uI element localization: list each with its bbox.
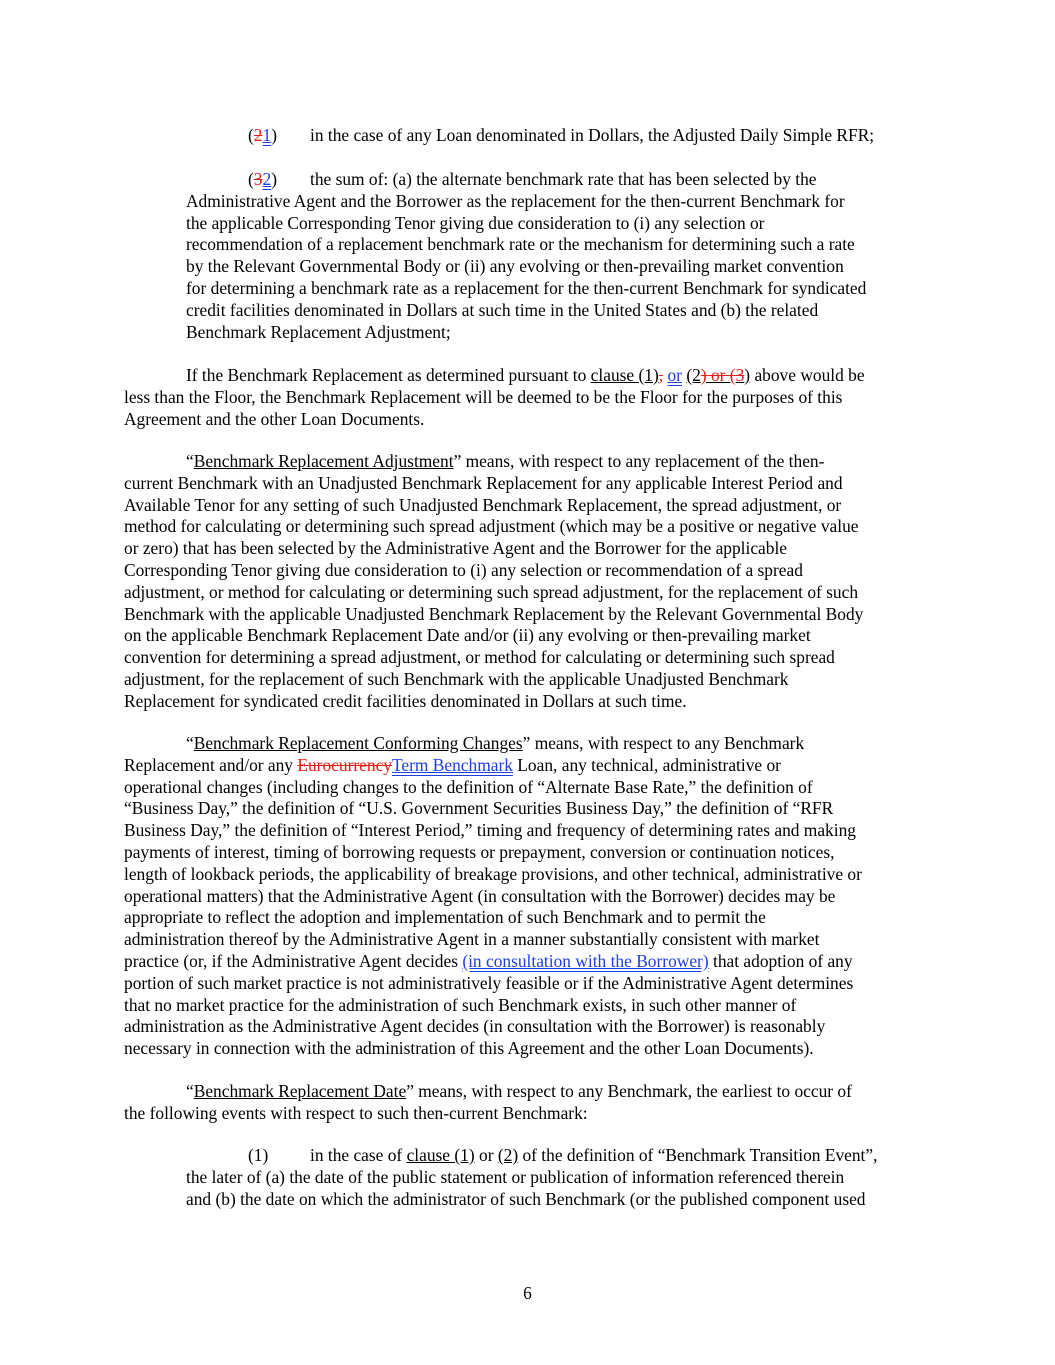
definition-benchmark-replacement-adjustment (124, 451, 863, 713)
text-line: method for calculating or determining such spread adjustment (which may be a positive or negative value (124, 516, 859, 537)
clause-reference: clause (1) (406, 1145, 475, 1165)
deleted-text: 2 (253, 125, 263, 145)
list-item-adjusted-daily-simple-rfr (248, 125, 874, 147)
text-line: the later of (a) the date of the public statement or publication of information referenced therein (186, 1166, 845, 1187)
text-line: portion of such market practice is not administratively feasible or if the Administrative Agent determines (124, 972, 854, 993)
deleted-text: 3 (253, 169, 263, 189)
text-line: (32) the sum of: (a) the alternate benchmark rate that has been selected by the (248, 169, 817, 189)
text-line: Business Day,” the definition of “Interest Period,” timing and frequency of determining rates and making (124, 820, 856, 841)
page-number: 6 (523, 1283, 532, 1303)
deleted-text: Eurocurrency (297, 754, 392, 775)
inserted-text: 1 (262, 125, 272, 145)
text-line: adjustment, or method for calculating or determining such spread adjustment, for the replacement of such (124, 581, 859, 602)
defined-term: Benchmark Replacement Adjustment (193, 451, 454, 471)
text-line: practice (or, if the Administrative Agent decides (in consultation with the Borrower) that adoption of any (124, 950, 853, 971)
list-item-benchmark-transition-event (186, 1145, 877, 1210)
clause-reference: (2) (497, 1145, 519, 1165)
text-line: Administrative Agent and the Borrower as the replacement for the then-current Benchmark for (186, 190, 845, 211)
text-line: If the Benchmark Replacement as determined pursuant to clause (1), or (2) or (3) above would be (186, 365, 865, 385)
text-line: and (b) the date on which the administrator of such Benchmark (or the published component used (186, 1188, 866, 1209)
text-line: Benchmark Replacement Adjustment; (186, 321, 451, 342)
text-line: “Benchmark Replacement Conforming Changes” means, with respect to any Benchmark (186, 733, 805, 753)
text-line: Available Tenor for any setting of such Unadjusted Benchmark Replacement, the spread adjustment, or (124, 494, 842, 515)
text-line: that no market practice for the administration of such Benchmark exists, in such other manner of (124, 994, 797, 1015)
deleted-text: ) or ( (700, 365, 736, 385)
text-line: current Benchmark with an Unadjusted Benchmark Replacement for any applicable Interest Period and (124, 472, 843, 493)
text-line: or zero) that has been selected by the Administrative Agent and the Borrower for the applicable (124, 538, 788, 559)
text-line: the following events with respect to such then-current Benchmark: (124, 1102, 588, 1123)
text-line: less than the Floor, the Benchmark Replacement will be deemed to be the Floor for the purposes of this (124, 386, 843, 407)
text-line: Benchmark with the applicable Unadjusted Benchmark Replacement by the Relevant Governmental Body (124, 603, 864, 624)
clause-reference: clause (1) (590, 365, 659, 385)
text-line: “Business Day,” the definition of “U.S. Government Securities Business Day,” the definition of “RFR (124, 798, 834, 819)
text-line: administration as the Administrative Agent decides (in consultation with the Borrower) is reasonably (124, 1016, 826, 1037)
text-line: on the applicable Benchmark Replacement Date and/or (ii) any evolving or then-prevailing market (124, 625, 811, 646)
text-line: operational changes (including changes to the definition of “Alternate Base Rate,” the definition of (124, 776, 813, 797)
text-line: length of lookback periods, the applicability of breakage provisions, and other technical, administrative or (124, 863, 862, 884)
defined-term: Benchmark Replacement Date (193, 1081, 407, 1101)
text-line: for determining a benchmark rate as a replacement for the then-current Benchmark for syndicated (186, 277, 867, 298)
text-line: credit facilities denominated in Dollars at such time in the United States and (b) the related (186, 299, 819, 320)
text-line: necessary in connection with the administration of this Agreement and the other Loan Documents). (124, 1038, 814, 1059)
deleted-text: 3 (735, 365, 745, 385)
text-line: appropriate to reflect the adoption and implementation of such Benchmark and to permit the (124, 907, 766, 928)
inserted-text: Term Benchmark (392, 754, 513, 775)
text-line: (21) in the case of any Loan denominated in Dollars, the Adjusted Daily Simple RFR; (248, 125, 875, 145)
floor-paragraph (124, 365, 865, 430)
definition-benchmark-replacement-date (124, 1081, 852, 1125)
text-line: adjustment, for the replacement of such Benchmark with the applicable Unadjusted Benchmark (124, 668, 789, 689)
text-line: Agreement and the other Loan Documents. (124, 408, 425, 429)
inserted-text: 2 (262, 169, 272, 189)
clause-reference: (2) or (3) (686, 365, 751, 385)
text-line: payments of interest, timing of borrowing requests or prepayment, conversion or continuation notices, (124, 841, 835, 862)
definition-benchmark-replacement-conforming-changes (124, 733, 862, 1060)
text-line: the applicable Corresponding Tenor giving due consideration to (i) any selection or (186, 212, 765, 233)
text-line: administration thereof by the Administrative Agent in a manner substantially consistent with market (124, 929, 820, 950)
deleted-text: , (658, 365, 664, 385)
text-line: Replacement and/or any EurocurrencyTerm Benchmark Loan, any technical, administrative or (124, 754, 781, 775)
text-line: Corresponding Tenor giving due consideration to (i) any selection or recommendation of a spread (124, 559, 803, 580)
text-line: Replacement for syndicated credit facilities denominated in Dollars at such time. (124, 690, 687, 711)
text-line: convention for determining a spread adjustment, or method for calculating or determining such spread (124, 647, 835, 668)
text-line: “Benchmark Replacement Adjustment” means, with respect to any replacement of the then- (186, 451, 825, 471)
defined-term: Benchmark Replacement Conforming Changes (193, 733, 523, 753)
text-line: (1) in the case of clause (1) or (2) of the definition of “Benchmark Transition Event”, (248, 1145, 878, 1165)
text-line: operational matters) that the Administrative Agent (in consultation with the Borrower) decides may be (124, 885, 836, 906)
text-line: by the Relevant Governmental Body or (ii) any evolving or then-prevailing market convention (186, 256, 844, 277)
inserted-text: (in consultation with the Borrower) (462, 950, 709, 971)
text-line: “Benchmark Replacement Date” means, with respect to any Benchmark, the earliest to occur of (186, 1081, 852, 1101)
list-item-alternate-benchmark (186, 169, 866, 343)
text-line: recommendation of a replacement benchmark rate or the mechanism for determining such a rate (186, 234, 855, 255)
inserted-text: or (667, 365, 682, 385)
